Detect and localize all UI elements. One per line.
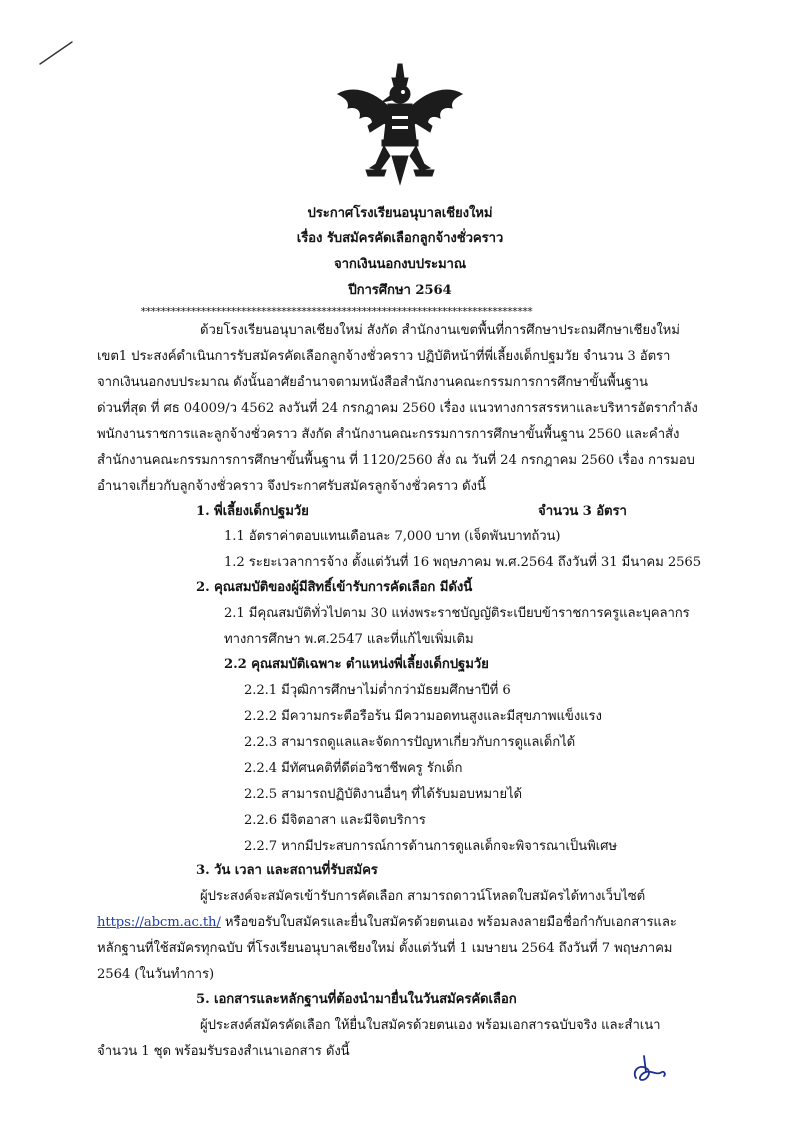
section3-line-2-text: หรือขอรับใบสมัครและยื่นใบสมัครด้วยตนเอง พร้อมลงลายมือชื่อกำกับเอกสารและ	[220, 915, 677, 930]
website-link[interactable]: https://abcm.ac.th/	[97, 915, 221, 930]
intro-line-3: จากเงินนอกงบประมาณ ดังนั้นอาศัยอำนาจตามหนังสือสำนักงานคณะกรรมการการศึกษาขั้นพื้นฐาน	[97, 375, 648, 390]
section1-heading: 1. พี่เลี้ยงเด็กปฐมวัย	[196, 504, 309, 519]
pen-stroke-mark	[36, 38, 76, 68]
section2-subitem: 2.2.4 มีทัศนคติที่ดีต่อวิชาชีพครู รักเด็ก	[244, 761, 463, 776]
section2-subitem: 2.2.3 สามารถดูแลและจัดการปัญหาเกี่ยวกับการดูแลเด็กได้	[244, 735, 576, 750]
section2-subheading: 2.2 คุณสมบัติเฉพาะ ตำแหน่งพี่เลี้ยงเด็กปฐมวัย	[224, 657, 489, 672]
section5-line-2: จำนวน 1 ชุด พร้อมรับรองสำเนาเอกสาร ดังนี้	[97, 1044, 350, 1059]
separator-line: ******************************************************************************	[140, 305, 532, 318]
section2-subitem: 2.2.5 สามารถปฏิบัติงานอื่นๆ ที่ได้รับมอบหมายได้	[244, 787, 522, 802]
intro-line-4: ด่วนที่สุด ที่ ศธ 04009/ว 4562 ลงวันที่ 24 กรกฎาคม 2560 เรื่อง แนวทางการสรรหาและบริหารอัตรากำลัง	[97, 401, 698, 416]
garuda-emblem-icon	[332, 60, 468, 190]
section1-item-1: 1.1 อัตราค่าตอบแทนเดือนละ 7,000 บาท (เจ็ดพันบาทถ้วน)	[224, 529, 561, 544]
section5-line-1: ผู้ประสงค์สมัครคัดเลือก ให้ยื่นใบสมัครด้วยตนเอง พร้อมเอกสารฉบับจริง และสำเนา	[200, 1018, 661, 1033]
section2-heading: 2. คุณสมบัติของผู้มีสิทธิ์เข้ารับการคัดเลือก มีดังนี้	[196, 580, 473, 595]
section3-line-3: หลักฐานที่ใช้สมัครทุกฉบับ ที่โรงเรียนอนุบาลเชียงใหม่ ตั้งแต่วันที่ 1 เมษายน 2564 ถึงวันที่ 7 พฤษภาคม	[97, 941, 673, 956]
title-subject: เรื่อง รับสมัครคัดเลือกลูกจ้างชั่วคราว	[296, 231, 504, 246]
section5-heading: 5. เอกสารและหลักฐานที่ต้องนำมายื่นในวันสมัครคัดเลือก	[196, 992, 517, 1007]
title-year: ปีการศึกษา 2564	[348, 283, 452, 298]
section3-line-4: 2564 (ในวันทำการ)	[97, 967, 214, 982]
intro-line-1: ด้วยโรงเรียนอนุบาลเชียงใหม่ สังกัด สำนักงานเขตพื้นที่การศึกษาประถมศึกษาเชียงใหม่	[200, 323, 680, 338]
section2-subitem: 2.2.1 มีวุฒิการศึกษาไม่ต่ำกว่ามัธยมศึกษาปีที่ 6	[244, 683, 511, 698]
intro-line-6: สำนักงานคณะกรรมการการศึกษาขั้นพื้นฐาน ที่ 1120/2560 สั่ง ณ วันที่ 24 กรกฎาคม 2560 เรื่อง การมอบ	[97, 453, 695, 468]
section2-item-1-line-2: ทางการศึกษา พ.ศ.2547 และที่แก้ไขเพิ่มเติม	[224, 632, 474, 647]
section1-item-2: 1.2 ระยะเวลาการจ้าง ตั้งแต่วันที่ 16 พฤษภาคม พ.ศ.2564 ถึงวันที่ 31 มีนาคม 2565	[224, 555, 701, 570]
section2-subitem: 2.2.6 มีจิตอาสา และมีจิตบริการ	[244, 813, 426, 828]
section3-line-2	[97, 914, 677, 932]
intro-line-5: พนักงานราชการและลูกจ้างชั่วคราว สังกัด สำนักงานคณะกรรมการการศึกษาขั้นพื้นฐาน 2560 และคำสั่ง	[97, 427, 680, 442]
section2-item-1-line-1: 2.1 มีคุณสมบัติทั่วไปตาม 30 แห่งพระราชบัญญัติระเบียบข้าราชการครูและบุคลากร	[224, 606, 690, 621]
intro-line-7: อำนาจเกี่ยวกับลูกจ้างชั่วคราว จึงประกาศรับสมัครลูกจ้างชั่วคราว ดังนี้	[97, 479, 486, 494]
section3-line-1: ผู้ประสงค์จะสมัครเข้ารับการคัดเลือก สามารถดาวน์โหลดใบสมัครได้ทางเว็บไซต์	[200, 889, 646, 904]
title-funding: จากเงินนอกงบประมาณ	[334, 257, 466, 272]
section2-subitem: 2.2.7 หากมีประสบการณ์การด้านการดูแลเด็กจะพิจารณาเป็นพิเศษ	[244, 839, 617, 854]
intro-line-2: เขต1 ประสงค์ดำเนินการรับสมัครคัดเลือกลูกจ้างชั่วคราว ปฏิบัติหน้าที่พี่เลี้ยงเด็กปฐมวัย จำนวน 3 อัตรา	[97, 349, 671, 364]
section2-subitem: 2.2.2 มีความกระตือรือร้น มีความอดทนสูงและมีสุขภาพแข็งแรง	[244, 709, 602, 724]
section1-count: จำนวน 3 อัตรา	[538, 504, 627, 519]
signature-mark	[628, 1050, 672, 1090]
title-announcement: ประกาศโรงเรียนอนุบาลเชียงใหม่	[307, 206, 493, 221]
section3-heading: 3. วัน เวลา และสถานที่รับสมัคร	[196, 863, 378, 878]
